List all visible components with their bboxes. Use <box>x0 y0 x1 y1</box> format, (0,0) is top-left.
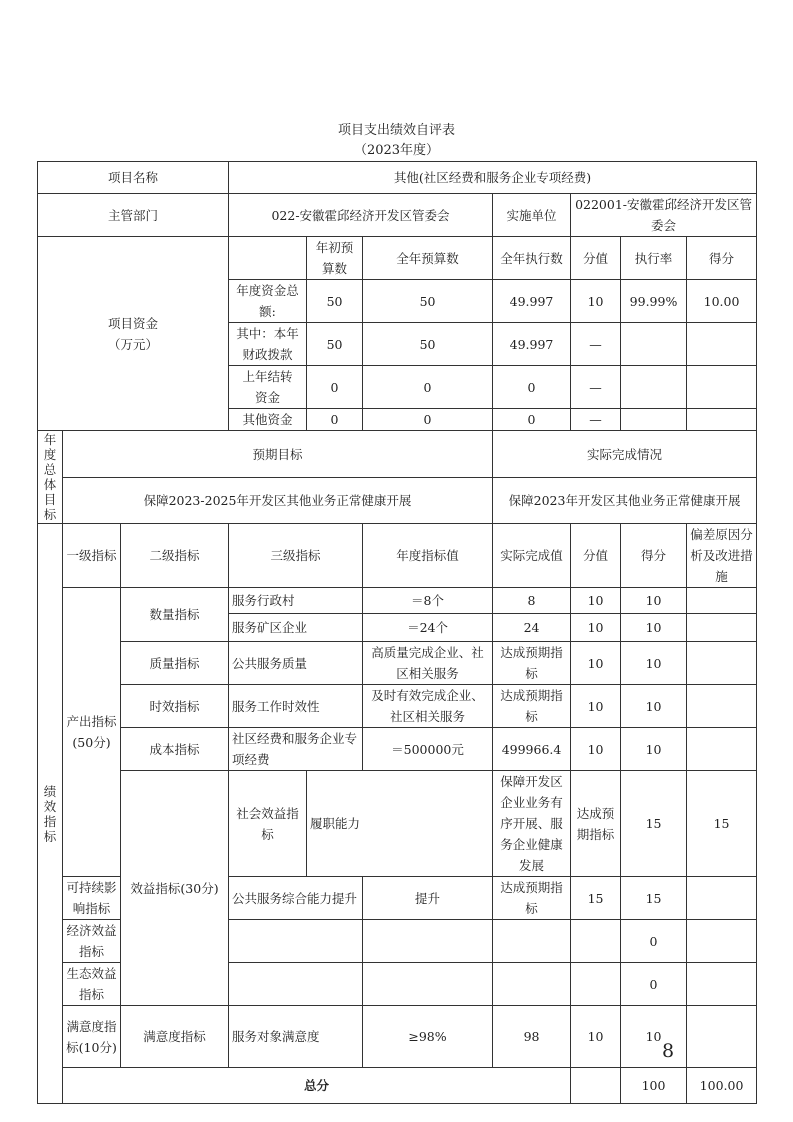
level2-indicator: 社会效益指标 <box>229 771 307 877</box>
score: 10 <box>621 588 687 614</box>
level2-indicator: 时效指标 <box>121 685 229 728</box>
score-value: 15 <box>621 771 687 877</box>
fund-initial: 0 <box>307 366 363 409</box>
level2-indicator: 满意度指标 <box>121 1006 229 1068</box>
fund-rate: 99.99% <box>621 280 687 323</box>
score-value: 10 <box>571 728 621 771</box>
level3-indicator: 履职能力 <box>307 771 493 877</box>
level1-indicator: 产出指标(50分) <box>63 588 121 877</box>
fund-annual: 50 <box>363 323 493 366</box>
blank-cell <box>571 1068 621 1104</box>
level2-indicator: 生态效益指标 <box>63 963 121 1006</box>
score-value: 10 <box>571 588 621 614</box>
fund-initial: 50 <box>307 323 363 366</box>
actual-value: 98 <box>493 1006 571 1068</box>
fund-initial: 50 <box>307 280 363 323</box>
score-value: 10 <box>571 642 621 685</box>
unit-value: 022001-安徽霍邱经济开发区管委会 <box>571 194 757 237</box>
fund-annual: 0 <box>363 409 493 431</box>
funds-header-row <box>38 237 757 280</box>
target-value: 保障开发区企业业务有序开展、服务企业健康发展 <box>493 771 571 877</box>
level3-indicator: 公共服务综合能力提升 <box>229 877 363 920</box>
fund-score-value: — <box>571 409 621 431</box>
deviation <box>687 920 757 963</box>
deviation <box>687 642 757 685</box>
level3-indicator: 服务矿区企业 <box>229 614 363 642</box>
col-header: 执行率 <box>621 237 687 280</box>
actual-goal-label: 实际完成情况 <box>493 431 757 478</box>
level3-indicator: 服务行政村 <box>229 588 363 614</box>
actual-value: 达成预期指标 <box>571 771 621 877</box>
level2-indicator: 经济效益指标 <box>63 920 121 963</box>
dept-label: 主管部门 <box>38 194 229 237</box>
fund-score <box>687 323 757 366</box>
document-subtitle: （2023年度） <box>353 143 440 158</box>
level3-indicator: 社区经费和服务企业专项经费 <box>229 728 363 771</box>
perf-row <box>38 728 757 771</box>
fund-initial: 0 <box>307 409 363 431</box>
project-name-value: 其他(社区经费和服务企业专项经费) <box>229 162 757 194</box>
dept-value: 022-安徽霍邱经济开发区管委会 <box>229 194 493 237</box>
total-row <box>38 1068 757 1104</box>
level3-indicator: 服务工作时效性 <box>229 685 363 728</box>
col-header: 一级指标 <box>63 524 121 588</box>
fund-executed: 49.997 <box>493 323 571 366</box>
fund-name: 年度资金总额: <box>229 280 307 323</box>
score: 15 <box>621 877 687 920</box>
goals-label: 年度总体目标 <box>38 431 63 524</box>
target-value: ＝8个 <box>363 588 493 614</box>
actual-value: 达成预期指标 <box>493 642 571 685</box>
actual-goal: 保障2023年开发区其他业务正常健康开展 <box>493 478 757 524</box>
fund-name: 其他资金 <box>229 409 307 431</box>
unit-label: 实施单位 <box>493 194 571 237</box>
perf-row <box>38 1006 757 1068</box>
perf-row <box>38 642 757 685</box>
funds-label: 项目资金（万元） <box>38 237 229 431</box>
level1-indicator: 满意度指标(10分) <box>63 1006 121 1068</box>
col-header: 偏差原因分析及改进措施 <box>687 524 757 588</box>
actual-value: 达成预期指标 <box>493 685 571 728</box>
score: 0 <box>621 963 687 1006</box>
target-value: 高质量完成企业、社区相关服务 <box>363 642 493 685</box>
fund-score-value: 10 <box>571 280 621 323</box>
fund-score: 10.00 <box>687 280 757 323</box>
level3-indicator <box>229 963 363 1006</box>
actual-value <box>493 920 571 963</box>
col-header: 年度指标值 <box>363 524 493 588</box>
expected-goal-label: 预期目标 <box>63 431 493 478</box>
score-value <box>571 920 621 963</box>
level3-indicator: 服务对象满意度 <box>229 1006 363 1068</box>
fund-executed: 0 <box>493 409 571 431</box>
level2-indicator: 可持续影响指标 <box>63 877 121 920</box>
col-header: 实际完成值 <box>493 524 571 588</box>
fund-name: 上年结转资金 <box>229 366 307 409</box>
self-evaluation-table <box>37 161 757 1104</box>
deviation <box>687 614 757 642</box>
col-header: 得分 <box>687 237 757 280</box>
perf-header-row <box>38 524 757 588</box>
document-title: 项目支出绩效自评表 <box>337 123 455 138</box>
total-score: 100.00 <box>687 1068 757 1104</box>
blank-cell <box>229 237 307 280</box>
target-value: ＝24个 <box>363 614 493 642</box>
total-label: 总分 <box>63 1068 571 1104</box>
score: 10 <box>621 1006 687 1068</box>
fund-name: 其中：本年财政拨款 <box>229 323 307 366</box>
fund-score-value: — <box>571 366 621 409</box>
actual-value: 499966.4 <box>493 728 571 771</box>
score: 10 <box>621 685 687 728</box>
project-name-label: 项目名称 <box>38 162 229 194</box>
col-header: 得分 <box>621 524 687 588</box>
perf-row <box>38 685 757 728</box>
level3-indicator: 公共服务质量 <box>229 642 363 685</box>
perf-label: 绩效指标 <box>38 524 63 1104</box>
project-name-row <box>38 162 757 194</box>
deviation <box>687 1006 757 1068</box>
score: 10 <box>621 642 687 685</box>
fund-rate <box>621 409 687 431</box>
col-header: 分值 <box>571 524 621 588</box>
col-header: 全年执行数 <box>493 237 571 280</box>
fund-score-value: — <box>571 323 621 366</box>
score: 10 <box>621 728 687 771</box>
deviation <box>687 877 757 920</box>
score-value <box>571 963 621 1006</box>
score-value: 10 <box>571 614 621 642</box>
fund-rate <box>621 323 687 366</box>
target-value: 及时有效完成企业、社区相关服务 <box>363 685 493 728</box>
deviation <box>687 588 757 614</box>
col-header: 三级指标 <box>229 524 363 588</box>
actual-value: 24 <box>493 614 571 642</box>
col-header: 全年预算数 <box>363 237 493 280</box>
fund-score <box>687 409 757 431</box>
level3-indicator <box>229 920 363 963</box>
score: 10 <box>621 614 687 642</box>
goals-row <box>38 478 757 524</box>
goals-header-row <box>38 431 757 478</box>
perf-row <box>38 588 757 614</box>
fund-annual: 0 <box>363 366 493 409</box>
department-row <box>38 194 757 237</box>
col-header: 二级指标 <box>121 524 229 588</box>
page-number: 8 <box>662 1040 675 1062</box>
target-value <box>363 920 493 963</box>
total-value: 100 <box>621 1068 687 1104</box>
score-value: 15 <box>571 877 621 920</box>
deviation <box>687 685 757 728</box>
score-value: 10 <box>571 1006 621 1068</box>
target-value: 提升 <box>363 877 493 920</box>
perf-row <box>38 771 757 877</box>
actual-value <box>493 963 571 1006</box>
col-header: 年初预算数 <box>307 237 363 280</box>
fund-executed: 0 <box>493 366 571 409</box>
expected-goal: 保障2023-2025年开发区其他业务正常健康开展 <box>63 478 493 524</box>
deviation <box>687 728 757 771</box>
level2-indicator: 数量指标 <box>121 588 229 642</box>
level1-indicator: 效益指标(30分) <box>121 771 229 1006</box>
fund-annual: 50 <box>363 280 493 323</box>
level2-indicator: 成本指标 <box>121 728 229 771</box>
target-value: ＝500000元 <box>363 728 493 771</box>
fund-executed: 49.997 <box>493 280 571 323</box>
deviation <box>687 963 757 1006</box>
target-value <box>363 963 493 1006</box>
actual-value: 8 <box>493 588 571 614</box>
target-value: ≥98% <box>363 1006 493 1068</box>
level2-indicator: 质量指标 <box>121 642 229 685</box>
fund-score <box>687 366 757 409</box>
score: 15 <box>687 771 757 877</box>
score: 0 <box>621 920 687 963</box>
fund-rate <box>621 366 687 409</box>
col-header: 分值 <box>571 237 621 280</box>
score-value: 10 <box>571 685 621 728</box>
actual-value: 达成预期指标 <box>493 877 571 920</box>
